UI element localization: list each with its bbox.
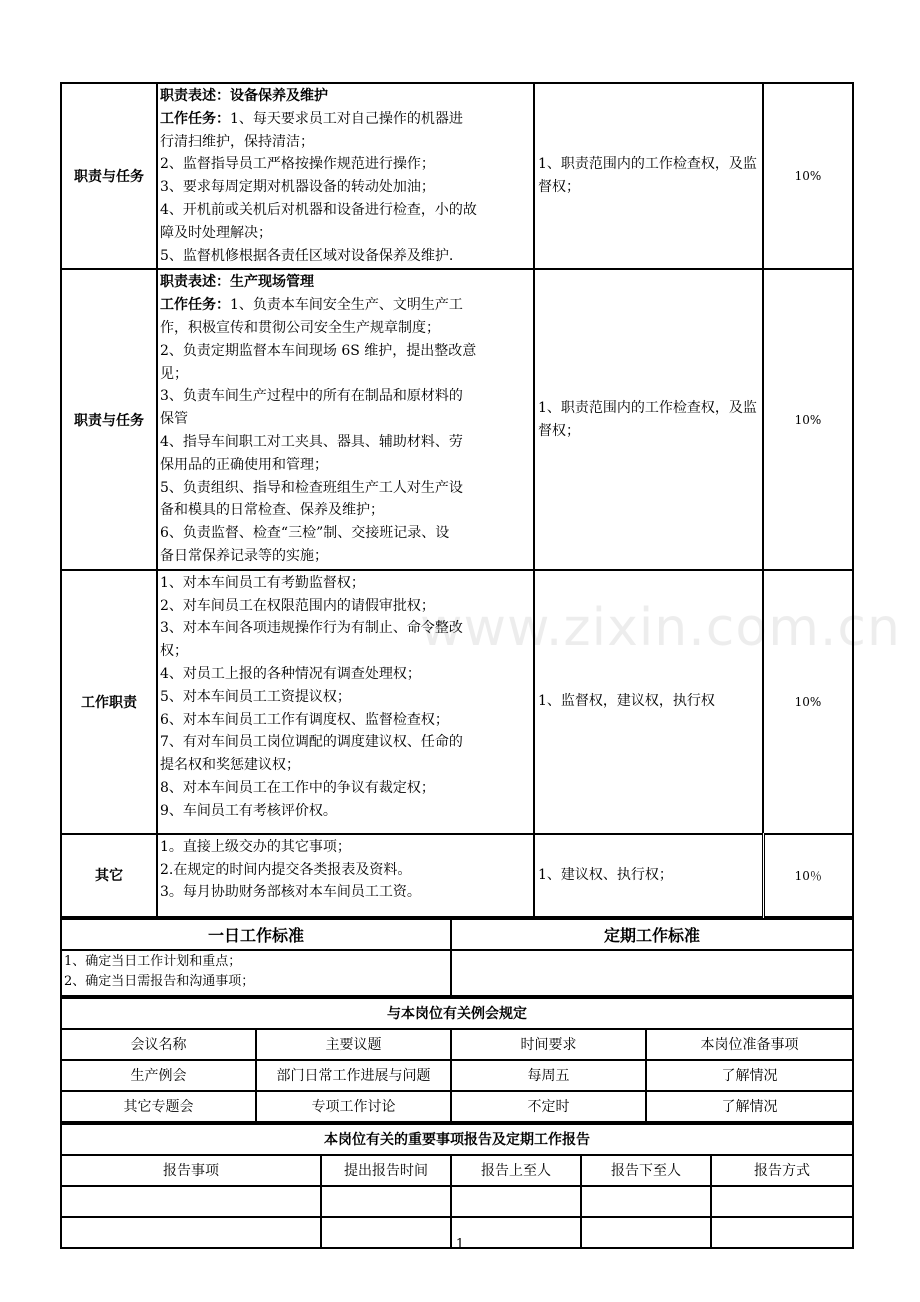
duty-line-text: 1、负责本车间安全生产、文明生产工 (230, 297, 463, 314)
report-cell (321, 1186, 451, 1217)
duty-row (61, 83, 853, 269)
meeting-cell: 生产例会 (61, 1060, 256, 1091)
meeting-cell: 每周五 (451, 1060, 646, 1091)
duty-line: 作，积极宣传和贯彻公司安全生产规章制度； (160, 319, 440, 336)
duty-category-label: 职责与任务 (61, 83, 157, 269)
duty-description (157, 834, 534, 917)
reports-title: 本岗位有关的重要事项报告及定期工作报告 (61, 1124, 853, 1155)
duty-row (61, 269, 853, 569)
daily-standard-line-1: 1、确定当日工作计划和重点； (64, 953, 242, 969)
duty-line: 6、负责监督、检查“三检”制、交接班记录、设 (160, 525, 450, 542)
duty-category-label: 其它 (61, 834, 157, 917)
meetings-table (60, 997, 854, 1123)
duty-line (160, 294, 532, 317)
meeting-row (61, 1091, 853, 1122)
duty-line: 见； (160, 365, 188, 382)
duty-line: 8、对本车间员工在工作中的争议有裁定权； (160, 779, 435, 796)
duty-line: 4、开机前或关机后对机器和设备进行检查，小的故 (160, 201, 477, 218)
duty-line: 提名权和奖惩建议权； (160, 757, 300, 774)
duty-line: 备和模具的日常检查、保养及维护； (160, 502, 384, 519)
meeting-cell: 其它专题会 (61, 1091, 256, 1122)
reports-table (60, 1123, 854, 1249)
duty-line: 4、指导车间职工对工夹具、器具、辅助材料、劳 (160, 433, 463, 450)
periodic-standard-title: 定期工作标准 (451, 919, 853, 950)
duty-authority: 1、职责范围内的工作检查权，及监督权； (534, 83, 763, 269)
duty-line: 1、对本车间员工有考勤监督权； (160, 574, 365, 591)
meeting-cell: 了解情况 (646, 1091, 853, 1122)
task-label: 工作任务： (160, 297, 230, 314)
duty-row (61, 834, 853, 917)
meeting-cell: 不定时 (451, 1091, 646, 1122)
daily-standard-line-2: 2、确定当日需报告和沟通事项； (64, 973, 255, 989)
duty-line: 6、对本车间员工工作有调度权、监督检查权； (160, 711, 449, 728)
meeting-cell: 专项工作讨论 (256, 1091, 451, 1122)
duty-line: 3、对本车间各项违规操作行为有制止、命令整改 (160, 620, 463, 637)
report-cell (61, 1186, 321, 1217)
report-row (61, 1186, 853, 1217)
duty-description (157, 83, 534, 269)
daily-standard-content (61, 950, 451, 996)
periodic-standard-content (451, 950, 853, 996)
daily-standard-title: 一日工作标准 (61, 919, 451, 950)
report-header-method: 报告方式 (711, 1155, 853, 1186)
duty-line: 2、负责定期监督本车间现场 6S 维护，提出整改意 (160, 342, 477, 359)
duty-line: 2、监督指导员工严格按操作规范进行操作； (160, 156, 435, 173)
duty-line: 1。直接上级交办的其它事项； (160, 838, 351, 855)
task-label: 工作任务： (160, 110, 230, 127)
duty-line-text: 1、每天要求员工对自己操作的机器进 (230, 110, 463, 127)
duty-description (157, 570, 534, 834)
meeting-header-time: 时间要求 (451, 1029, 646, 1060)
duty-heading: 职责表述：设备保养及维护 (160, 88, 328, 104)
duty-authority: 1、建议权、执行权； (534, 834, 763, 917)
duty-line: 5、监督机修根据各责任区域对设备保养及维护. (160, 247, 454, 264)
page-number: 1 (455, 1237, 465, 1252)
meetings-title: 与本岗位有关例会规定 (61, 998, 853, 1029)
meeting-cell: 部门日常工作进展与问题 (256, 1060, 451, 1091)
duty-heading: 职责表述：生产现场管理 (160, 274, 314, 291)
duty-line: 9、车间员工有考核评价权。 (160, 802, 337, 819)
duty-weight-percent: 10% (763, 269, 853, 569)
report-cell (581, 1186, 711, 1217)
report-cell (711, 1186, 853, 1217)
duty-category-label: 职责与任务 (61, 269, 157, 569)
duty-authority: 1、监督权，建议权，执行权 (534, 570, 763, 834)
duty-line: 保用品的正确使用和管理； (160, 456, 328, 473)
duty-line: 障及时处理解决； (160, 224, 272, 241)
duty-line: 5、负责组织、指导和检查班组生产工人对生产设 (160, 479, 463, 496)
duty-line: 3、负责车间生产过程中的所有在制品和原材料的 (160, 388, 463, 405)
duty-line: 5、对本车间员工工资提议权； (160, 688, 351, 705)
duty-weight-percent: 10％ (763, 834, 853, 917)
duty-line: 4、对员工上报的各种情况有调查处理权； (160, 665, 421, 682)
meeting-row (61, 1060, 853, 1091)
duty-line: 权； (160, 643, 188, 660)
duty-authority: 1、职责范围内的工作检查权，及监督权； (534, 269, 763, 569)
report-header-time: 提出报告时间 (321, 1155, 451, 1186)
report-cell (451, 1186, 581, 1217)
duty-line: 行清扫维护，保持清洁； (160, 133, 314, 150)
report-header-item: 报告事项 (61, 1155, 321, 1186)
duty-description (157, 269, 534, 569)
meeting-header-topic: 主要议题 (256, 1029, 451, 1060)
duty-line (160, 108, 532, 131)
duty-line: 保管 (160, 411, 188, 428)
work-standards-table (60, 918, 854, 997)
meeting-cell: 了解情况 (646, 1060, 853, 1091)
duty-category-label: 工作职责 (61, 570, 157, 834)
duty-line: 3。每月协助财务部核对本车间员工工资。 (160, 884, 421, 901)
duty-line: 3、要求每周定期对机器设备的转动处加油； (160, 179, 435, 196)
duty-weight-percent: 10% (763, 83, 853, 269)
duty-line: 备日常保养记录等的实施； (160, 547, 328, 564)
duty-row (61, 570, 853, 834)
report-header-up: 报告上至人 (451, 1155, 581, 1186)
duty-line: 7、有对车间员工岗位调配的调度建议权、任命的 (160, 734, 463, 751)
meeting-header-name: 会议名称 (61, 1029, 256, 1060)
duty-line: 2.在规定的时间内提交各类报表及资料。 (160, 861, 412, 878)
report-header-down: 报告下至人 (581, 1155, 711, 1186)
watermark: www.zixin.com.cn (420, 598, 901, 658)
duty-weight-percent: 10% (763, 570, 853, 834)
job-description-sheet (60, 82, 852, 1249)
duty-line: 2、对车间员工在权限范围内的请假审批权； (160, 597, 435, 614)
duties-table (60, 82, 854, 918)
meeting-header-prep: 本岗位准备事项 (646, 1029, 853, 1060)
